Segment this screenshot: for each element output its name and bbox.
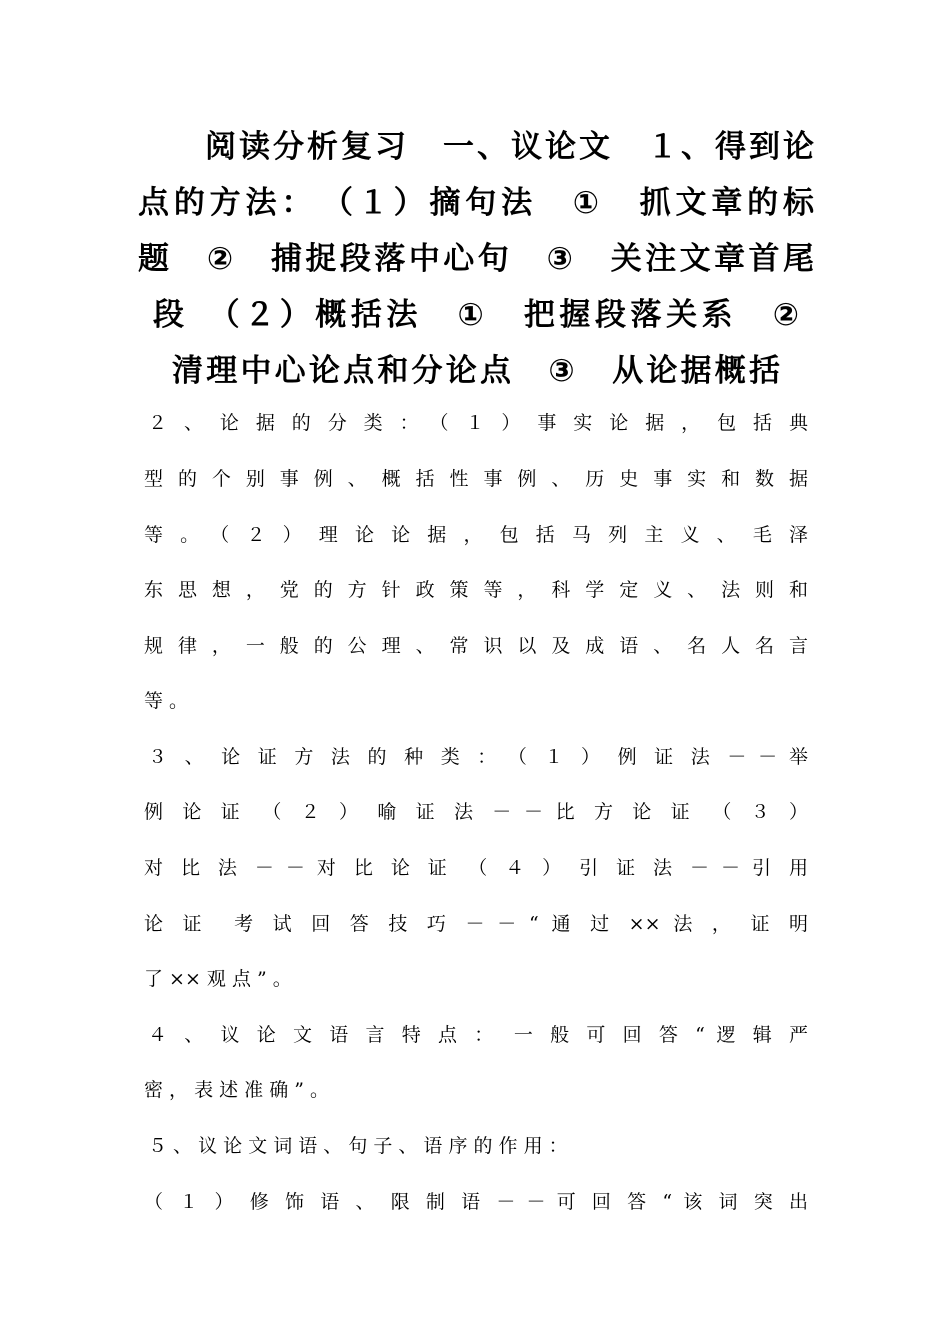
body-line-4: 东 思 想 ， 党 的 方 针 政 策 等 ， 科 学 定 义 、 法 则 和 <box>144 579 808 601</box>
heading-line-2: 点的方法： （１）摘句法 ① 抓文章的标 <box>138 185 814 221</box>
body-line-7: ３ 、 论 证 方 法 的 种 类 ： （ １ ） 例 证 法 － － 举 <box>148 746 808 768</box>
body-line-13: 密 ， 表 述 准 确 ” 。 <box>144 1079 329 1101</box>
body-line-12: ４ 、 议 论 文 语 言 特 点 ： 一 般 可 回 答 “ 逻 辑 严 <box>148 1024 808 1046</box>
heading-line-5: 清理中心论点和分论点 ③ 从论据概括 <box>172 353 780 389</box>
heading-line-1: 阅读分析复习 一、议论文 １、得到论 <box>205 129 814 165</box>
heading-line-3: 题 ② 捕捉段落中心句 ③ 关注文章首尾 <box>138 241 814 277</box>
body-line-3: 等 。 （ ２ ） 理 论 论 据 ， 包 括 马 列 主 义 、 毛 泽 <box>144 524 808 546</box>
body-line-5: 规 律 ， 一 般 的 公 理 、 常 识 以 及 成 语 、 名 人 名 言 <box>144 635 808 657</box>
heading-line-4: 段 （２）概括法 ① 把握段落关系 ② <box>153 297 799 333</box>
body-line-1: ２ 、 论 据 的 分 类 ： （ １ ） 事 实 论 据 ， 包 括 典 <box>148 412 808 434</box>
body-line-6: 等 。 <box>144 690 189 712</box>
body-line-11: 了 ×× 观 点 ” 。 <box>144 968 292 990</box>
body-line-8: 例 论 证 （ ２ ） 喻 证 法 － － 比 方 论 证 （ ３ ） <box>144 801 808 823</box>
body-line-15: （ １ ） 修 饰 语 、 限 制 语 － － 可 回 答 “ 该 词 突 出 <box>144 1191 808 1213</box>
body-line-9: 对 比 法 － － 对 比 论 证 （ ４ ） 引 证 法 － － 引 用 <box>144 857 808 879</box>
body-line-2: 型 的 个 别 事 例 、 概 括 性 事 例 、 历 史 事 实 和 数 据 <box>144 468 808 490</box>
body-line-14: ５ 、 议 论 文 词 语 、 句 子 、 语 序 的 作 用 ： <box>148 1135 568 1157</box>
body-line-10: 论 证 考 试 回 答 技 巧 － － “ 通 过 ×× 法 ， 证 明 <box>144 913 808 935</box>
